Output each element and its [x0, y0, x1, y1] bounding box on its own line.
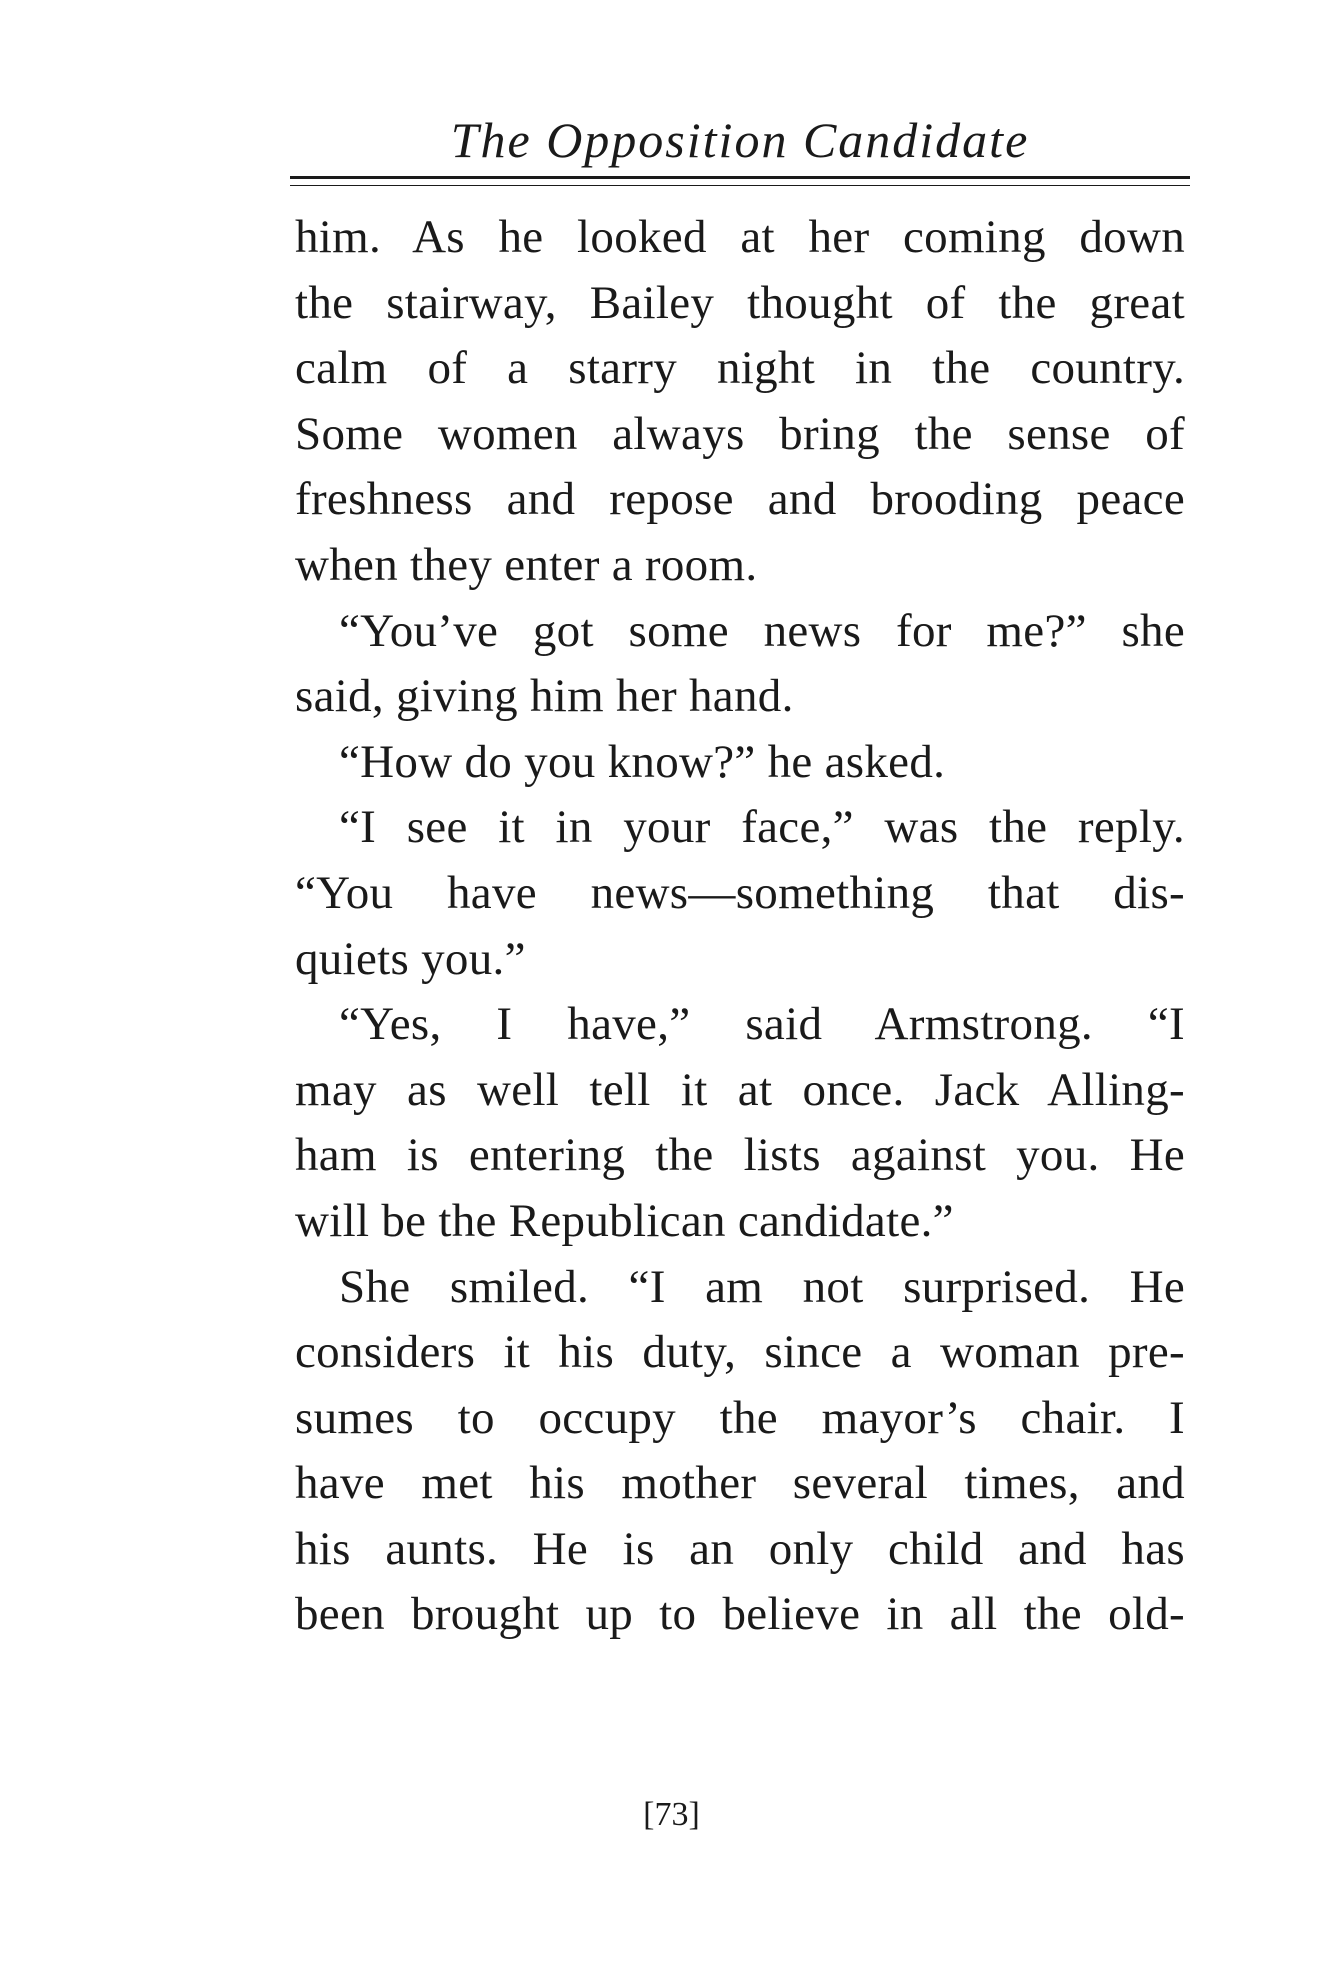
text-line: “I see it in your face,” was the reply. — [339, 801, 1185, 854]
text-line: “Yes, I have,” said Armstrong. “I — [339, 998, 1185, 1051]
text-line: his aunts. He is an only child and has — [295, 1522, 1185, 1575]
header-rule-thick — [290, 176, 1190, 179]
body-text — [295, 205, 1185, 1648]
text-line: Some women always bring the sense of — [295, 407, 1185, 460]
text-line: freshness and repose and brooding peace — [295, 473, 1185, 526]
page-number: [73] — [643, 1796, 700, 1833]
text-line: have met his mother several times, and — [295, 1457, 1185, 1510]
running-head: The Opposition Candidate — [450, 112, 1030, 168]
text-line: when they enter a room. — [295, 538, 758, 591]
text-line: She smiled. “I am not surprised. He — [339, 1260, 1185, 1313]
text-line: considers it his duty, since a woman pre- — [295, 1326, 1185, 1379]
text-line: “You’ve got some news for me?” she — [339, 604, 1185, 657]
text-line: quiets you.” — [295, 932, 526, 985]
header-rule-thin — [290, 185, 1190, 186]
text-line: been brought up to believe in all the old- — [295, 1588, 1185, 1641]
text-line: “How do you know?” he asked. — [339, 735, 946, 788]
text-line: the stairway, Bailey thought of the great — [295, 276, 1185, 329]
text-line: calm of a starry night in the country. — [295, 342, 1185, 395]
text-line: said, giving him her hand. — [295, 670, 794, 723]
text-line: ham is entering the lists against you. He — [295, 1129, 1185, 1182]
text-line: sumes to occupy the mayor’s chair. I — [295, 1391, 1185, 1444]
text-line: may as well tell it at once. Jack Alling- — [295, 1063, 1185, 1116]
text-line: “You have news—something that dis- — [295, 866, 1185, 919]
text-line: him. As he looked at her coming down — [295, 211, 1185, 263]
text-line: will be the Republican candidate.” — [295, 1194, 954, 1247]
